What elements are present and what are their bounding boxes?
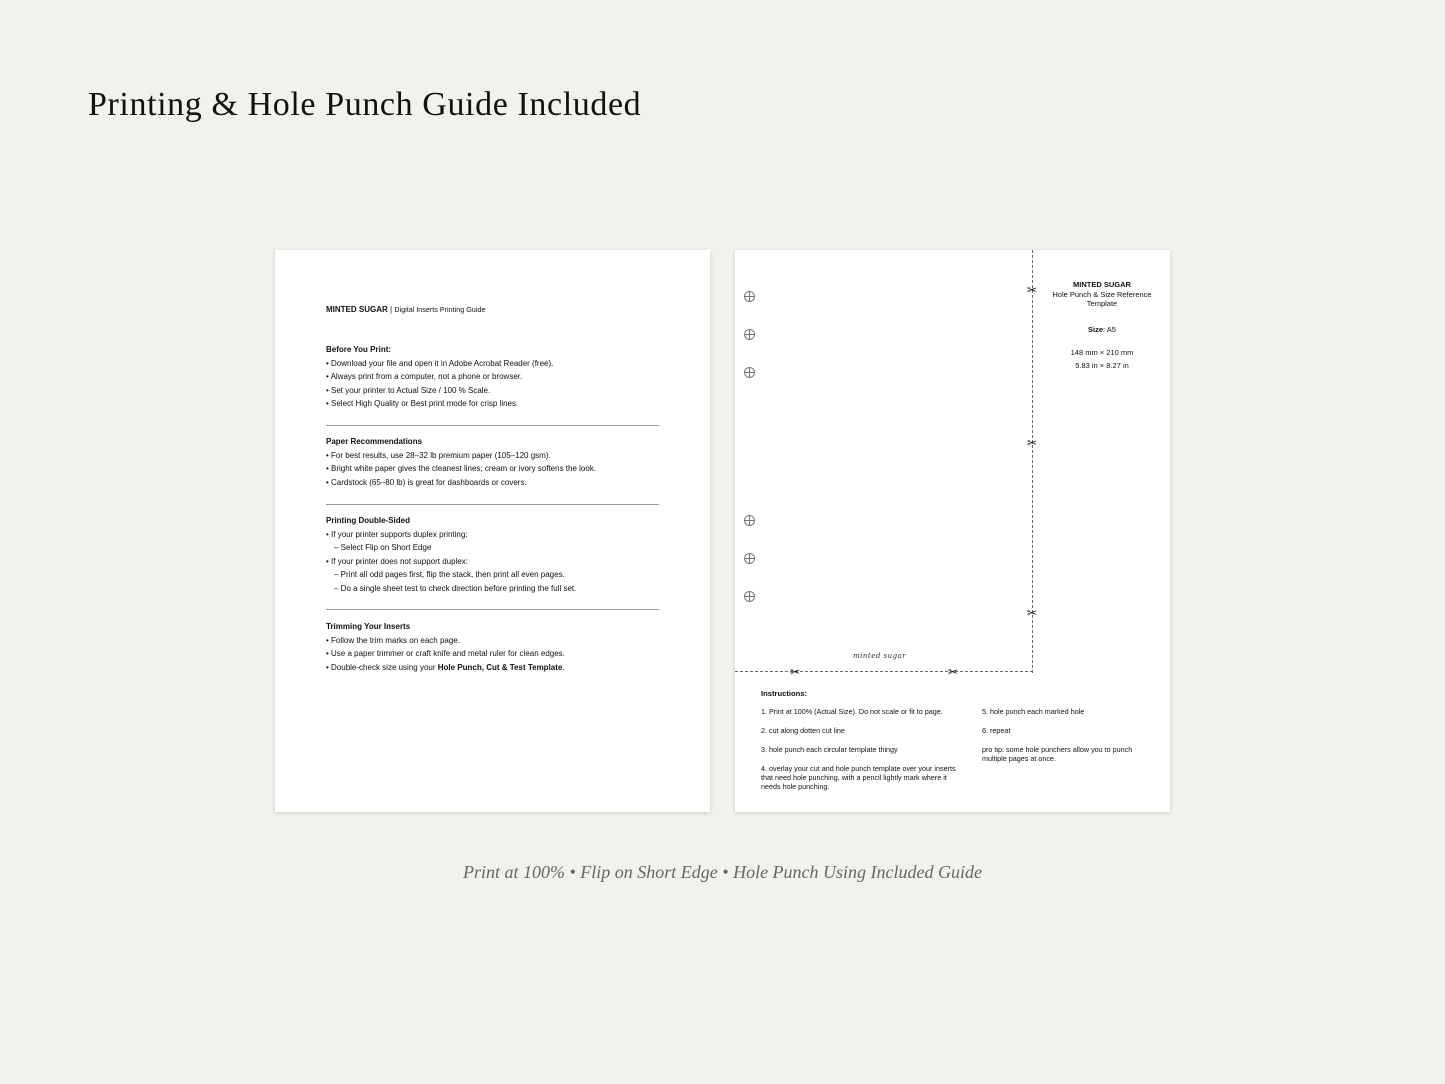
guide-header (326, 305, 485, 314)
scissors-icon: ✂ (1027, 436, 1038, 450)
instruction-step: 2. cut along dotten cut line (761, 726, 845, 735)
list-item: • Bright white paper gives the cleanest lines; cream or ivory softens the look. (326, 464, 597, 473)
instruction-step: 5. hole punch each marked hole (982, 707, 1085, 716)
list-subitem: – Print all odd pages first, flip the stack, then print all even pages. (334, 570, 565, 579)
section-title: Printing Double-Sided (326, 516, 410, 525)
list-item-text: • Double-check size using your (326, 662, 438, 672)
dimensions-in: 5.83 in × 8.27 in (1075, 361, 1129, 370)
size-label (1037, 325, 1167, 335)
guide-subtitle: Digital Inserts Printing Guide (394, 305, 486, 314)
brand-name: MINTED SUGAR (326, 305, 388, 314)
list-item-text: . (562, 662, 565, 672)
scissors-icon: ✂ (948, 665, 959, 679)
instruction-step: 6. repeat (982, 726, 1011, 735)
page-heading: Printing & Hole Punch Guide Included (88, 86, 642, 123)
list-item: • Follow the trim marks on each page. (326, 635, 460, 645)
list-item: • For best results, use 28–32 lb premium paper (105–120 gsm). (326, 450, 551, 460)
horizontal-cut-line (735, 671, 1033, 672)
punch-hole-crosshair-icon (744, 329, 755, 340)
list-item: • Use a paper trimmer or craft knife and metal ruler for clean edges. (326, 649, 565, 658)
script-signature: minted sugar (853, 652, 907, 660)
scissors-icon: ✂ (790, 665, 801, 679)
instruction-step: 4. overlay your cut and hole punch template over your inserts that need hole punching, with a pencil lightly mark where it needs hole punching. (761, 764, 956, 791)
template-name-bold: Hole Punch, Cut & Test Template (437, 662, 563, 672)
printing-guide-page (275, 250, 710, 812)
list-item: • Set your printer to Actual Size / 100 % Scale. (326, 385, 491, 395)
list-subitem: – Select Flip on Short Edge (334, 543, 432, 552)
section-printing-double-sided (326, 514, 661, 595)
header-divider: | (387, 305, 395, 314)
size-key: Size (1088, 325, 1104, 334)
brand-name: MINTED SUGAR (1073, 280, 1131, 289)
scissors-icon: ✂ (1027, 283, 1038, 297)
dimensions-mm: 148 mm × 210 mm (1070, 348, 1134, 357)
section-paper-recommendations (326, 435, 661, 489)
template-header (1037, 280, 1167, 309)
list-item (326, 661, 661, 675)
list-item: • Select High Quality or Best print mode for crisp lines. (326, 399, 519, 408)
instructions-title: Instructions: (761, 689, 807, 698)
section-before-you-print (326, 343, 661, 411)
list-subitem: – Do a single sheet test to check direction before printing the full set. (334, 583, 577, 593)
list-item: • If your printer supports duplex printing: (326, 529, 468, 539)
list-item: • Download your file and open it in Adobe Acrobat Reader (free). (326, 358, 554, 368)
list-item: • Cardstock (65–80 lb) is great for dashboards or covers. (326, 477, 527, 487)
footer-caption: Print at 100% • Flip on Short Edge • Hole Punch Using Included Guide (462, 862, 983, 882)
punch-hole-crosshair-icon (744, 515, 755, 526)
section-divider (326, 504, 659, 505)
section-title: Before You Print: (326, 345, 392, 354)
section-title: Trimming Your Inserts (326, 622, 411, 631)
list-item: • If your printer does not support duplex: (326, 556, 468, 566)
section-divider (326, 609, 659, 610)
size-value: : A5 (1103, 325, 1116, 334)
pro-tip: pro tip: some hole punchers allow you to punch multiple pages at once. (982, 745, 1133, 763)
section-divider (326, 425, 659, 426)
list-item: • Always print from a computer, not a phone or browser. (326, 372, 523, 381)
section-trimming-inserts (326, 620, 661, 674)
punch-hole-crosshair-icon (744, 553, 755, 564)
scissors-icon: ✂ (1027, 606, 1038, 620)
instruction-step: 3. hole punch each circular template thingy (761, 745, 898, 754)
punch-hole-crosshair-icon (744, 591, 755, 602)
hole-punch-template-page (735, 250, 1170, 812)
punch-hole-crosshair-icon (744, 291, 755, 302)
instruction-step: 1. Print at 100% (Actual Size). Do not scale or fit to page. (761, 707, 943, 716)
template-title: Hole Punch & Size Reference Template (1052, 289, 1152, 308)
punch-hole-crosshair-icon (744, 367, 755, 378)
section-title: Paper Recommendations (326, 437, 423, 446)
